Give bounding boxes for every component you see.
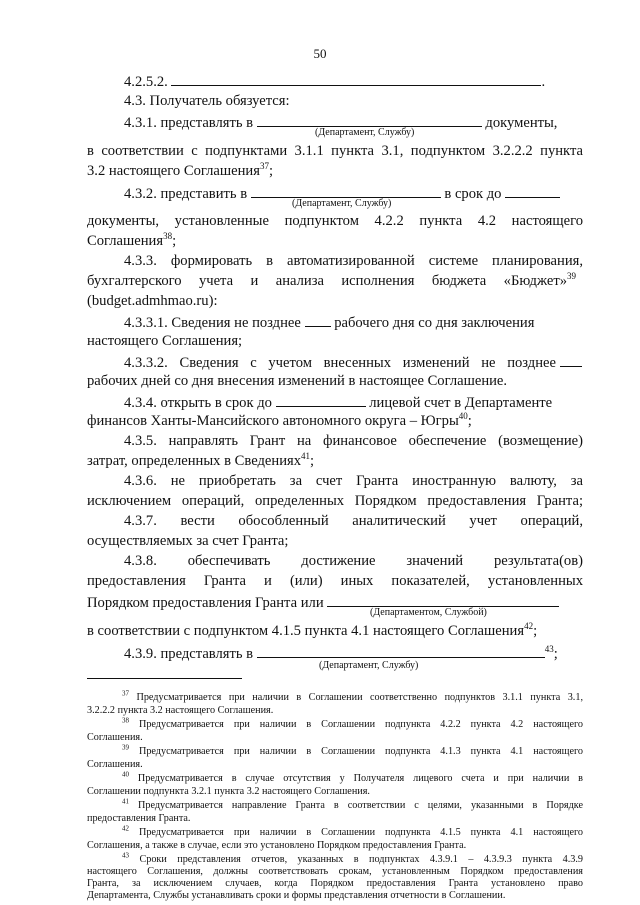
clause-4-3-9: 4.3.9. представлять в $^{43}$; [87, 642, 620, 664]
clause-4-2-5-2: 4.2.5.2. . [87, 70, 620, 92]
footnote-line: Соглашении подпункта 3.2.1 пункта 3.2 настоящего Соглашения. [87, 786, 370, 797]
footnote-line: Департамента, Службы устанавливать сроки и формы представления отчетности в Соглашении. [87, 890, 506, 901]
footnote-line: предоставления Гранта. [87, 813, 191, 824]
field-caption: (Департаментом, Службой) [370, 607, 487, 618]
body-line: (budget.admhmao.ru): [87, 293, 218, 309]
body-line: в соответствии с подпунктами 3.1.1 пункта 3.1, подпунктом 3.2.2.2 пункта [87, 143, 583, 159]
footnote-42: $^{42}$ Предусматривается при наличии в Соглашении подпункта 4.1.5 пункта 4.1 настоящего [122, 824, 584, 838]
clause-4-3-7: 4.3.7. вести обособленный аналитический учет операций, [124, 513, 583, 529]
body-line: осуществляемых за счет Гранта; [87, 533, 289, 549]
footnote-40: $^{40}$ Предусматривается в случае отсутствия у Получателя лицевого счета и при наличии в [122, 770, 583, 784]
blank-field [276, 391, 366, 407]
blank-field [257, 111, 482, 127]
footnote-39: $^{39}$ Предусматривается при наличии в Соглашении подпункта 4.1.3 пункта 4.1 настоящего [122, 743, 584, 757]
body-line: финансов Ханты-Мансийского автономного округа – Югры$^{40}$; [87, 411, 472, 429]
clause-4-3-3-1: 4.3.3.1. Сведения не позднее рабочего дня со дня заключения [87, 311, 620, 333]
body-line: Порядком предоставления Гранта или [87, 591, 583, 613]
body-line: бухгалтерского учета и анализа исполнения бюджета «Бюджет»$^{39}$ [87, 271, 576, 289]
blank-field [257, 642, 545, 658]
body-line: Соглашения$^{38}$; [87, 231, 177, 249]
footnote-separator [87, 678, 242, 679]
field-caption: (Департамент, Службу) [292, 198, 392, 209]
body-line: 3.2 настоящего Соглашения$^{37}$; [87, 161, 273, 179]
footnote-line: Соглашения. [87, 759, 143, 770]
body-line: настоящего Соглашения; [87, 333, 243, 349]
body-line: рабочих дней со дня внесения изменений в настоящее Соглашение. [87, 373, 508, 389]
footnote-ref: 41 [301, 451, 311, 462]
blank-field [560, 351, 582, 367]
clause-4-3-3-2: 4.3.3.2. Сведения с учетом внесенных изменений не позднее [87, 351, 620, 373]
field-caption: (Департамент, Службу) [319, 660, 419, 671]
body-line: затрат, определенных в Сведениях$^{41}$; [87, 451, 315, 469]
clause-4-3-6: 4.3.6. не приобретать за счет Гранта иностранную валюту, за [124, 473, 583, 489]
body-line: предоставления Гранта и (или) иных показателей, установленных [87, 573, 583, 589]
clause-4-3-4: 4.3.4. открыть в срок до лицевой счет в Департаменте [87, 391, 620, 413]
footnote-line: Гранта, за исключением случаев, когда Порядком предоставления Гранта установлено право [87, 878, 583, 889]
footnote-37: $^{37}$ Предусматривается при наличии в Соглашении соответственно подпунктов 3.1.1 пункта 3.1, [122, 689, 583, 703]
footnote-ref: 37 [259, 161, 269, 172]
clause-4-3-8: 4.3.8. обеспечивать достижение значений результата(ов) [124, 553, 583, 569]
clause-4-3-5: 4.3.5. направлять Грант на финансовое обеспечение (возмещение) [124, 433, 583, 449]
footnote-line: Соглашения, а также в случае, если это установлено Порядком предоставления Гранта. [87, 840, 467, 851]
clause-4-3-1: 4.3.1. представлять в документы, [87, 111, 620, 133]
clause-4-3-heading: 4.3. Получатель обязуется: [124, 93, 290, 109]
footnote-41: $^{41}$ Предусматривается направление Гранта в соответствии с целями, указанными в Порядке [122, 797, 583, 811]
field-caption: (Департамент, Службу) [315, 127, 415, 138]
body-line: исключением операций, определенных Порядком предоставления Гранта; [87, 493, 583, 509]
footnote-ref: 39 [567, 271, 576, 282]
footnote-line: 3.2.2.2 пункта 3.2 настоящего Соглашения. [87, 705, 274, 716]
footnote-ref: 38 [163, 231, 173, 242]
footnote-43: $^{43}$ Сроки представления отчетов, указанных в подпунктах 4.3.9.1 – 4.3.9.3 пункта 4.3.9 [122, 851, 584, 865]
blank-field [171, 70, 541, 86]
clause-4-3-3: 4.3.3. формировать в автоматизированной системе планирования, [124, 253, 583, 269]
footnote-ref: 40 [458, 411, 468, 422]
blank-field [305, 311, 331, 327]
footnote-ref: 42 [524, 621, 534, 632]
blank-field [251, 182, 441, 198]
body-line: в соответствии с подпунктом 4.1.5 пункта 4.1 настоящего Соглашения$^{42}$; [87, 621, 538, 639]
clause-4-3-2: 4.3.2. представить в в срок до [87, 182, 620, 204]
body-line: документы, установленные подпунктом 4.2.2 пункта 4.2 настоящего [87, 213, 583, 229]
page-number: 50 [313, 46, 327, 61]
blank-field [327, 591, 559, 607]
footnote-line: настоящего Соглашения, должны соответствовать срокам, установленным Порядком предоставления [87, 866, 583, 877]
blank-field [505, 182, 560, 198]
footnote-38: $^{38}$ Предусматривается при наличии в Соглашении подпункта 4.2.2 пункта 4.2 настоящего [122, 716, 584, 730]
footnote-ref: 43 [544, 644, 554, 655]
footnote-line: Соглашения. [87, 732, 143, 743]
